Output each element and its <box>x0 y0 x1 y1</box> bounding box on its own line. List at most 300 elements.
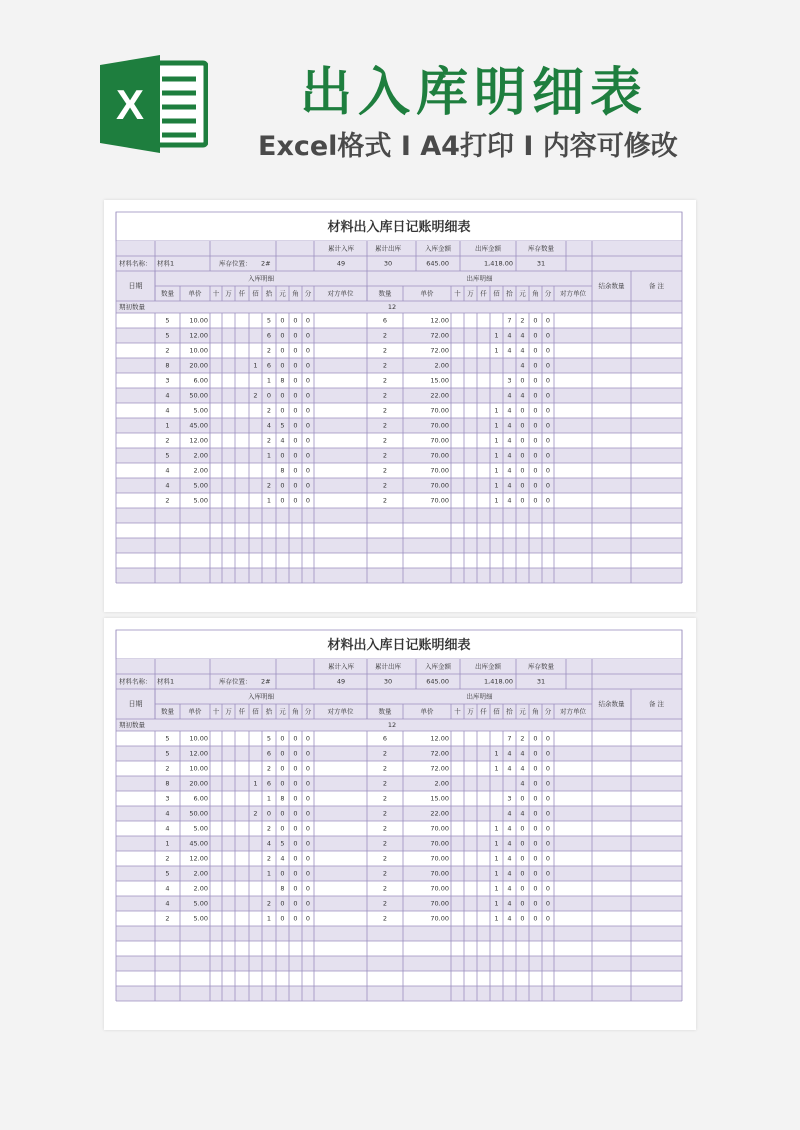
in-price-cell: 5.00 <box>193 496 208 505</box>
out-qty-cell: 2 <box>382 361 388 370</box>
in-price-cell: 5.00 <box>193 406 208 415</box>
in-price-cell: 50.00 <box>189 391 208 400</box>
in-price-cell: 5.00 <box>193 481 208 490</box>
out-qty-cell: 2 <box>382 481 388 490</box>
out-digit-cell: 4 <box>507 869 512 878</box>
in-digit-cell: 0 <box>293 451 298 460</box>
table-row <box>116 538 682 553</box>
out-digit-cell: 0 <box>545 376 551 385</box>
out-digit-header: 佰 <box>493 707 500 716</box>
in-digit-cell: 6 <box>266 749 272 758</box>
in-digit-cell: 0 <box>293 346 298 355</box>
out-digit-cell: 1 <box>494 764 499 773</box>
out-digit-cell: 0 <box>533 794 538 803</box>
out-digit-cell: 0 <box>520 406 525 415</box>
out-digit-cell: 0 <box>533 824 538 833</box>
in-digit-cell: 2 <box>266 854 272 863</box>
out-digit-cell: 7 <box>507 316 512 325</box>
in-group-header: 入库明细 <box>248 692 274 701</box>
out-digit-cell: 0 <box>545 764 551 773</box>
remark-header: 备 注 <box>648 282 665 290</box>
out-digit-cell: 4 <box>520 749 525 758</box>
material-name-label: 材料名称： <box>119 677 152 686</box>
out-digit-cell: 0 <box>533 421 538 430</box>
in-price-cell: 12.00 <box>189 331 208 340</box>
in-price-cell: 5.00 <box>193 899 208 908</box>
in-digit-cell: 0 <box>280 749 285 758</box>
out-digit-cell: 4 <box>520 331 525 340</box>
in-digit-cell: 0 <box>305 346 311 355</box>
in-digit-cell: 1 <box>266 451 272 460</box>
out-digit-cell: 1 <box>494 331 499 340</box>
in-digit-cell: 0 <box>293 914 298 923</box>
out-digit-cell: 0 <box>545 899 551 908</box>
in-digit-cell: 0 <box>280 391 285 400</box>
in-amount-value: 645.00 <box>426 677 449 686</box>
out-qty-cell: 2 <box>382 406 388 415</box>
out-group-header: 出库明细 <box>466 692 493 701</box>
in-digit-cell: 0 <box>305 734 311 743</box>
out-digit-cell: 0 <box>545 794 551 803</box>
balance-header: 结余数量 <box>598 700 625 708</box>
in-qty-cell: 2 <box>165 496 170 505</box>
out-price-cell: 70.00 <box>430 839 449 848</box>
out-digit-cell: 0 <box>533 899 538 908</box>
out-price-cell: 70.00 <box>430 421 449 430</box>
in-digit-cell: 0 <box>293 764 298 773</box>
in-digit-cell: 0 <box>293 854 298 863</box>
location-value: 2# <box>261 677 271 686</box>
out-digit-cell: 1 <box>494 824 499 833</box>
in-digit-cell: 1 <box>266 869 272 878</box>
table-row <box>116 941 682 956</box>
out-digit-cell: 0 <box>533 361 538 370</box>
in-price-cell: 10.00 <box>189 346 208 355</box>
in-price-cell: 2.00 <box>193 884 208 893</box>
out-digit-cell: 4 <box>507 346 512 355</box>
out-digit-cell: 0 <box>545 734 551 743</box>
in-qty-cell: 5 <box>165 316 170 325</box>
in-digit-cell: 0 <box>305 794 311 803</box>
out-digit-cell: 4 <box>507 824 512 833</box>
out-digit-cell: 1 <box>494 451 499 460</box>
in-digit-header: 十 <box>212 289 220 298</box>
out-qty-cell: 2 <box>382 914 388 923</box>
out-digit-cell: 0 <box>533 451 538 460</box>
ledger-sheet <box>104 618 696 1030</box>
out-digit-cell: 0 <box>545 884 551 893</box>
excel-icon <box>100 55 208 153</box>
location-label: 库存位置： <box>219 677 252 686</box>
out-digit-cell: 0 <box>533 376 538 385</box>
out-digit-cell: 0 <box>545 749 551 758</box>
out-price-cell: 72.00 <box>430 346 449 355</box>
out-digit-cell: 4 <box>507 406 512 415</box>
out-price-cell: 70.00 <box>430 436 449 445</box>
banner <box>0 0 800 195</box>
in-price-cell: 12.00 <box>189 436 208 445</box>
logo-letter: X <box>115 81 145 128</box>
in-price-cell: 6.00 <box>193 376 208 385</box>
in-digit-header: 仟 <box>238 707 246 716</box>
out-digit-cell: 0 <box>520 451 525 460</box>
out-group-header: 出库明细 <box>466 274 493 283</box>
table-row <box>116 956 682 971</box>
in-qty-cell: 4 <box>165 391 170 400</box>
out-digit-cell: 0 <box>533 496 538 505</box>
out-digit-cell: 0 <box>545 436 551 445</box>
in-qty-cell: 8 <box>165 779 170 788</box>
table-row <box>116 568 682 583</box>
out-qty-cell: 2 <box>382 824 388 833</box>
out-digit-cell: 0 <box>520 914 525 923</box>
in-digit-cell: 0 <box>293 331 298 340</box>
out-digit-cell: 0 <box>545 481 551 490</box>
out-digit-cell: 0 <box>545 496 551 505</box>
out-digit-cell: 1 <box>494 496 499 505</box>
out-qty-cell: 2 <box>382 376 388 385</box>
in-digit-cell: 0 <box>293 496 298 505</box>
in-digit-cell: 0 <box>280 331 285 340</box>
out-digit-cell: 0 <box>533 734 538 743</box>
out-digit-cell: 0 <box>533 809 538 818</box>
in-digit-cell: 0 <box>293 421 298 430</box>
out-digit-cell: 1 <box>494 346 499 355</box>
in-digit-cell: 2 <box>266 436 272 445</box>
in-digit-cell: 2 <box>266 899 272 908</box>
in-digit-cell: 0 <box>305 839 311 848</box>
in-digit-cell: 0 <box>293 839 298 848</box>
in-digit-header: 万 <box>225 289 232 298</box>
out-price-cell: 12.00 <box>430 734 449 743</box>
out-digit-cell: 0 <box>520 854 525 863</box>
out-digit-cell: 1 <box>494 899 499 908</box>
table-row <box>116 553 682 568</box>
out-digit-header: 元 <box>519 289 526 298</box>
in-qty-cell: 5 <box>165 451 170 460</box>
out-qty-cell: 2 <box>382 899 388 908</box>
page-subtitle: Excel格式 I A4打印 I 内容可修改 <box>258 131 678 162</box>
in-qty-cell: 2 <box>165 914 170 923</box>
in-qty-cell: 1 <box>165 839 170 848</box>
in-digit-cell: 0 <box>305 809 311 818</box>
out-digit-header: 角 <box>532 289 539 298</box>
out-digit-cell: 4 <box>520 391 525 400</box>
out-digit-cell: 2 <box>520 316 525 325</box>
in-digit-cell: 0 <box>305 481 311 490</box>
in-digit-header: 角 <box>292 289 299 298</box>
date-header: 日期 <box>128 700 143 708</box>
out-digit-cell: 4 <box>507 749 512 758</box>
out-digit-cell: 4 <box>507 884 512 893</box>
out-amount-label: 出库金额 <box>475 244 501 253</box>
out-qty-cell: 2 <box>382 346 388 355</box>
in-qty-cell: 5 <box>165 749 170 758</box>
out-digit-cell: 7 <box>507 734 512 743</box>
in-qty-cell: 2 <box>165 854 170 863</box>
in-digit-cell: 2 <box>253 391 258 400</box>
out-digit-header: 仟 <box>480 289 487 298</box>
total-in-label: 累计入库 <box>328 662 354 671</box>
out-digit-header: 万 <box>467 707 474 716</box>
out-digit-cell: 4 <box>507 764 512 773</box>
in-digit-cell: 0 <box>293 406 298 415</box>
in-digit-cell: 0 <box>293 734 298 743</box>
out-price-cell: 70.00 <box>430 914 449 923</box>
in-price-cell: 6.00 <box>193 794 208 803</box>
in-digit-cell: 8 <box>280 794 285 803</box>
in-digit-cell: 0 <box>305 391 311 400</box>
in-price-cell: 2.00 <box>193 451 208 460</box>
in-digit-cell: 0 <box>280 481 285 490</box>
out-price-cell: 70.00 <box>430 899 449 908</box>
in-digit-cell: 1 <box>266 496 272 505</box>
out-digit-cell: 0 <box>533 914 538 923</box>
out-qty-cell: 2 <box>382 466 388 475</box>
in-digit-cell: 0 <box>293 466 298 475</box>
in-qty-cell: 2 <box>165 346 170 355</box>
out-price-header: 单价 <box>420 289 434 298</box>
in-digit-cell: 0 <box>293 376 298 385</box>
out-digit-cell: 0 <box>545 466 551 475</box>
out-qty-cell: 6 <box>382 316 388 325</box>
in-qty-cell: 4 <box>165 809 170 818</box>
out-amount-value: 1,418.00 <box>484 259 513 268</box>
in-amount-value: 645.00 <box>426 259 449 268</box>
in-digit-cell: 0 <box>293 749 298 758</box>
out-digit-cell: 0 <box>520 794 525 803</box>
out-digit-cell: 1 <box>494 421 499 430</box>
out-digit-cell: 0 <box>520 839 525 848</box>
in-qty-cell: 5 <box>165 331 170 340</box>
out-digit-cell: 0 <box>520 496 525 505</box>
total-in-value: 49 <box>336 677 346 686</box>
in-digit-cell: 5 <box>266 316 272 325</box>
in-digit-header: 十 <box>212 707 220 716</box>
opening-label: 期初数量 <box>119 303 145 311</box>
in-price-cell: 12.00 <box>189 749 208 758</box>
in-digit-cell: 2 <box>266 406 272 415</box>
out-digit-cell: 4 <box>507 914 512 923</box>
out-digit-cell: 1 <box>494 436 499 445</box>
in-group-header: 入库明细 <box>248 274 274 283</box>
out-digit-cell: 3 <box>507 376 512 385</box>
total-out-value: 30 <box>383 259 393 268</box>
in-price-cell: 45.00 <box>189 839 208 848</box>
out-qty-cell: 2 <box>382 436 388 445</box>
in-digit-header: 拾 <box>265 289 273 298</box>
in-digit-cell: 0 <box>280 406 285 415</box>
in-price-cell: 20.00 <box>189 779 208 788</box>
stock-label: 库存数量 <box>528 662 554 671</box>
in-price-header: 单价 <box>188 707 202 716</box>
out-qty-header: 数量 <box>378 707 392 716</box>
in-digit-cell: 5 <box>266 734 272 743</box>
in-digit-cell: 0 <box>293 869 298 878</box>
out-digit-cell: 0 <box>533 779 538 788</box>
out-digit-cell: 0 <box>533 481 538 490</box>
in-digit-cell: 0 <box>293 481 298 490</box>
in-digit-cell: 0 <box>305 899 311 908</box>
in-qty-cell: 4 <box>165 481 170 490</box>
out-digit-cell: 0 <box>545 839 551 848</box>
out-digit-cell: 4 <box>507 496 512 505</box>
in-digit-header: 元 <box>279 289 286 298</box>
in-qty-cell: 2 <box>165 436 170 445</box>
in-digit-cell: 1 <box>253 361 258 370</box>
out-digit-cell: 0 <box>533 391 538 400</box>
out-price-cell: 70.00 <box>430 869 449 878</box>
out-digit-cell: 4 <box>507 466 512 475</box>
in-digit-cell: 0 <box>305 376 311 385</box>
in-digit-cell: 0 <box>293 794 298 803</box>
in-digit-cell: 0 <box>280 869 285 878</box>
in-digit-cell: 0 <box>293 779 298 788</box>
out-qty-cell: 2 <box>382 884 388 893</box>
in-digit-cell: 8 <box>280 376 285 385</box>
in-digit-cell: 2 <box>253 809 258 818</box>
in-digit-cell: 4 <box>266 839 272 848</box>
out-digit-cell: 0 <box>533 839 538 848</box>
out-price-cell: 70.00 <box>430 466 449 475</box>
out-price-cell: 12.00 <box>430 316 449 325</box>
out-digit-cell: 4 <box>507 899 512 908</box>
opening-value: 12 <box>387 303 397 311</box>
out-qty-cell: 2 <box>382 451 388 460</box>
in-digit-cell: 0 <box>293 884 298 893</box>
out-digit-cell: 0 <box>520 824 525 833</box>
out-digit-cell: 0 <box>533 316 538 325</box>
in-digit-cell: 5 <box>280 421 285 430</box>
out-digit-cell: 0 <box>533 764 538 773</box>
date-header: 日期 <box>128 282 143 290</box>
page-title: 出入库明细表 <box>300 63 649 123</box>
opening-band <box>116 301 682 313</box>
out-qty-cell: 6 <box>382 734 388 743</box>
ledger-table <box>104 200 696 612</box>
out-price-cell: 70.00 <box>430 496 449 505</box>
out-digit-header: 十 <box>454 289 461 298</box>
in-digit-cell: 0 <box>305 869 311 878</box>
in-amount-label: 入库金额 <box>425 244 451 253</box>
out-digit-cell: 4 <box>520 346 525 355</box>
in-digit-cell: 0 <box>305 854 311 863</box>
in-digit-cell: 0 <box>293 809 298 818</box>
in-digit-cell: 0 <box>293 824 298 833</box>
in-qty-cell: 3 <box>165 376 170 385</box>
out-digit-cell: 0 <box>545 391 551 400</box>
in-partner-header: 对方单位 <box>327 707 354 716</box>
out-digit-cell: 0 <box>520 376 525 385</box>
in-digit-cell: 0 <box>266 391 272 400</box>
out-digit-cell: 0 <box>520 869 525 878</box>
out-digit-cell: 4 <box>520 779 525 788</box>
out-price-cell: 70.00 <box>430 451 449 460</box>
out-digit-header: 分 <box>544 289 552 298</box>
in-digit-cell: 0 <box>305 764 311 773</box>
in-digit-cell: 0 <box>280 824 285 833</box>
in-qty-cell: 4 <box>165 899 170 908</box>
out-price-cell: 70.00 <box>430 481 449 490</box>
in-digit-cell: 8 <box>280 884 285 893</box>
out-digit-cell: 3 <box>507 794 512 803</box>
in-digit-cell: 0 <box>280 764 285 773</box>
total-out-value: 30 <box>383 677 393 686</box>
out-digit-cell: 0 <box>520 899 525 908</box>
out-digit-cell: 0 <box>545 346 551 355</box>
in-digit-cell: 0 <box>280 779 285 788</box>
out-digit-cell: 0 <box>545 779 551 788</box>
in-digit-cell: 1 <box>266 376 272 385</box>
out-digit-cell: 0 <box>520 436 525 445</box>
out-price-cell: 22.00 <box>430 809 449 818</box>
out-digit-cell: 0 <box>545 361 551 370</box>
in-digit-header: 佰 <box>252 289 259 298</box>
in-digit-cell: 0 <box>280 809 285 818</box>
out-digit-cell: 1 <box>494 481 499 490</box>
in-qty-cell: 4 <box>165 466 170 475</box>
in-digit-cell: 0 <box>280 899 285 908</box>
in-digit-cell: 2 <box>266 824 272 833</box>
in-digit-cell: 0 <box>305 824 311 833</box>
opening-band <box>116 719 682 731</box>
total-out-label: 累计出库 <box>375 244 401 253</box>
out-digit-cell: 0 <box>533 869 538 878</box>
in-digit-cell: 2 <box>266 764 272 773</box>
out-qty-cell: 2 <box>382 421 388 430</box>
out-digit-cell: 0 <box>533 406 538 415</box>
out-digit-cell: 0 <box>533 436 538 445</box>
out-digit-cell: 4 <box>520 361 525 370</box>
out-amount-label: 出库金额 <box>475 662 501 671</box>
in-digit-cell: 0 <box>280 734 285 743</box>
table-row <box>116 523 682 538</box>
out-digit-cell: 4 <box>520 809 525 818</box>
out-qty-cell: 2 <box>382 839 388 848</box>
in-digit-header: 分 <box>304 707 312 716</box>
out-qty-cell: 2 <box>382 764 388 773</box>
in-qty-cell: 4 <box>165 824 170 833</box>
in-digit-cell: 5 <box>280 839 285 848</box>
in-digit-header: 佰 <box>252 707 259 716</box>
out-digit-cell: 0 <box>533 466 538 475</box>
out-digit-cell: 4 <box>507 481 512 490</box>
ledger-table <box>104 618 696 1030</box>
in-digit-cell: 0 <box>280 316 285 325</box>
out-digit-header: 万 <box>467 289 474 298</box>
out-digit-cell: 0 <box>545 406 551 415</box>
out-digit-cell: 1 <box>494 749 499 758</box>
stock-value: 31 <box>536 259 546 268</box>
total-in-label: 累计入库 <box>328 244 354 253</box>
remark-header: 备 注 <box>648 700 665 708</box>
out-digit-cell: 4 <box>520 764 525 773</box>
out-qty-cell: 2 <box>382 749 388 758</box>
in-digit-cell: 0 <box>280 346 285 355</box>
out-digit-header: 佰 <box>493 289 500 298</box>
table-row <box>116 926 682 941</box>
ledger-title: 材料出入库日记账明细表 <box>327 638 471 653</box>
in-digit-cell: 0 <box>280 361 285 370</box>
out-digit-cell: 1 <box>494 854 499 863</box>
out-digit-header: 元 <box>519 707 526 716</box>
out-qty-cell: 2 <box>382 391 388 400</box>
total-out-label: 累计出库 <box>375 662 401 671</box>
in-digit-cell: 0 <box>305 779 311 788</box>
in-digit-cell: 0 <box>305 914 311 923</box>
out-digit-cell: 4 <box>507 436 512 445</box>
stock-value: 31 <box>536 677 546 686</box>
